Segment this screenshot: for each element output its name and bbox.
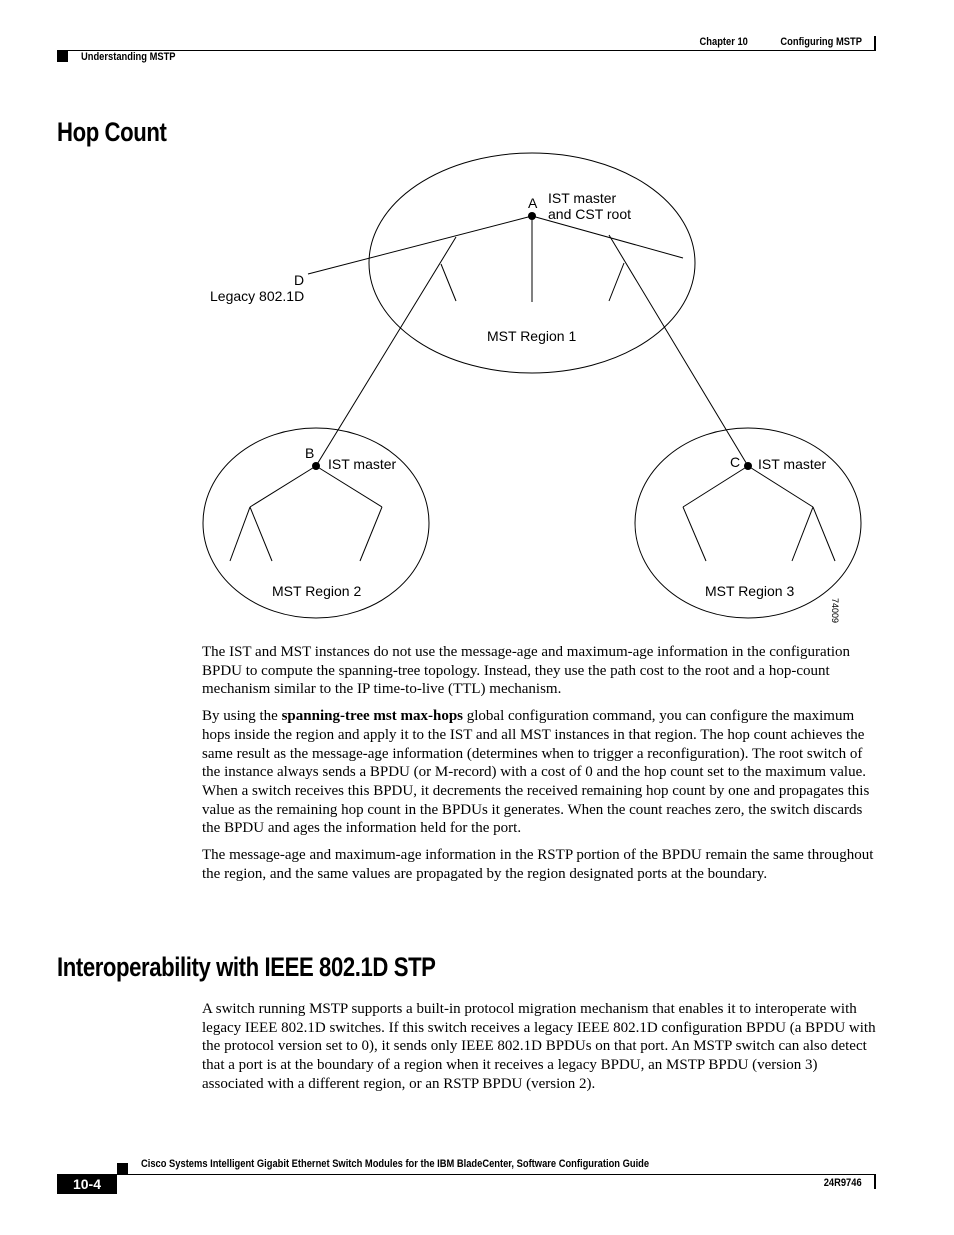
switch-b-role: IST master bbox=[328, 456, 397, 472]
switch-b-label: B bbox=[305, 445, 315, 461]
paragraph-2: By using the spanning-tree mst max-hops global configuration command, you can configure the maximum hops inside the region and apply it to the IST and all MST instances in that region. The hop count achieves the same result as the message-age information (determines when to trigger a reconfiguration). The root switch of the instance always sends a BPDU (or M-record) with a cost of 0 and the hop count set to the maximum value. When a switch receives this BPDU, it decrements the received remaining hop count by one and propagates this value as the remaining hop count in the BPDUs it generates. When the count reaches zero, the switch discards the BPDU and ages the information held for the port. bbox=[202, 708, 870, 837]
footer-doc-number: 24R9746 bbox=[824, 1177, 862, 1189]
paragraph-1: The IST and MST instances do not use the message-age and maximum-age information in the configuration BPDU to compute the spanning-tree topology. Instead, they use the path cost to the root and a hop-count mechanism similar to the IP time-to-live (TTL) mechanism. bbox=[202, 644, 851, 698]
footer-rule bbox=[57, 1174, 876, 1175]
command-spanning-tree-mst-max-hops: spanning-tree mst max-hops bbox=[281, 708, 463, 725]
hop-count-body bbox=[202, 643, 876, 883]
paragraph-4: A switch running MSTP supports a built-in protocol migration mechanism that enables it to interoperate with legacy IEEE 802.1D switches. If this switch receives a legacy IEEE 802.1D configuration BPDU (a BPDU with the protocol version set to 0), it sends only IEEE 802.1D BPDUs on that port. An MSTP switch can also detect that a port is at the boundary of a region when it receives a legacy BPDU, an MSTP BPDU (version 3) associated with a different region, or an RSTP BPDU (version 2). bbox=[202, 1001, 876, 1092]
switch-a-node bbox=[528, 212, 536, 220]
link-a-to-right bbox=[532, 216, 683, 258]
header-chapter-title: Configuring MSTP bbox=[780, 36, 862, 48]
switch-b-node bbox=[312, 462, 320, 470]
switch-d-label: D bbox=[294, 272, 305, 288]
section-heading-interoperability: Interoperability with IEEE 802.1D STP bbox=[57, 952, 436, 982]
footer-guide-title: Cisco Systems Intelligent Gigabit Ethernet Switch Modules for the IBM BladeCenter, Software Configuration Guide bbox=[141, 1158, 650, 1170]
figure-id: 74009 bbox=[830, 598, 840, 624]
link-d-to-a bbox=[308, 216, 532, 274]
footer-page-number: 10-4 bbox=[72, 1176, 102, 1192]
paragraph-3: The message-age and maximum-age information in the RSTP portion of the BPDU remain the same throughout the region, and the same values are propagated by the region designated ports at the boundary. bbox=[202, 847, 874, 882]
section-heading-hop-count: Hop Count bbox=[57, 117, 167, 147]
switch-a-role-line2: and CST root bbox=[548, 206, 632, 222]
region-2-label: MST Region 2 bbox=[272, 583, 362, 599]
footer-marker bbox=[117, 1163, 128, 1174]
region-3-label: MST Region 3 bbox=[705, 583, 795, 599]
header-section: Understanding MSTP bbox=[81, 51, 176, 63]
switch-c-node bbox=[744, 462, 752, 470]
header-chapter: Chapter 10 bbox=[699, 36, 748, 48]
footer-end-bar bbox=[874, 1174, 876, 1189]
switch-c-label: C bbox=[730, 454, 741, 470]
switch-a-label: A bbox=[528, 195, 538, 211]
interoperability-body bbox=[202, 1000, 876, 1094]
region-1-label: MST Region 1 bbox=[487, 328, 577, 344]
switch-a-role-line1: IST master bbox=[548, 190, 617, 206]
switch-c-role: IST master bbox=[758, 456, 827, 472]
switch-d-role: Legacy 802.1D bbox=[210, 288, 305, 304]
